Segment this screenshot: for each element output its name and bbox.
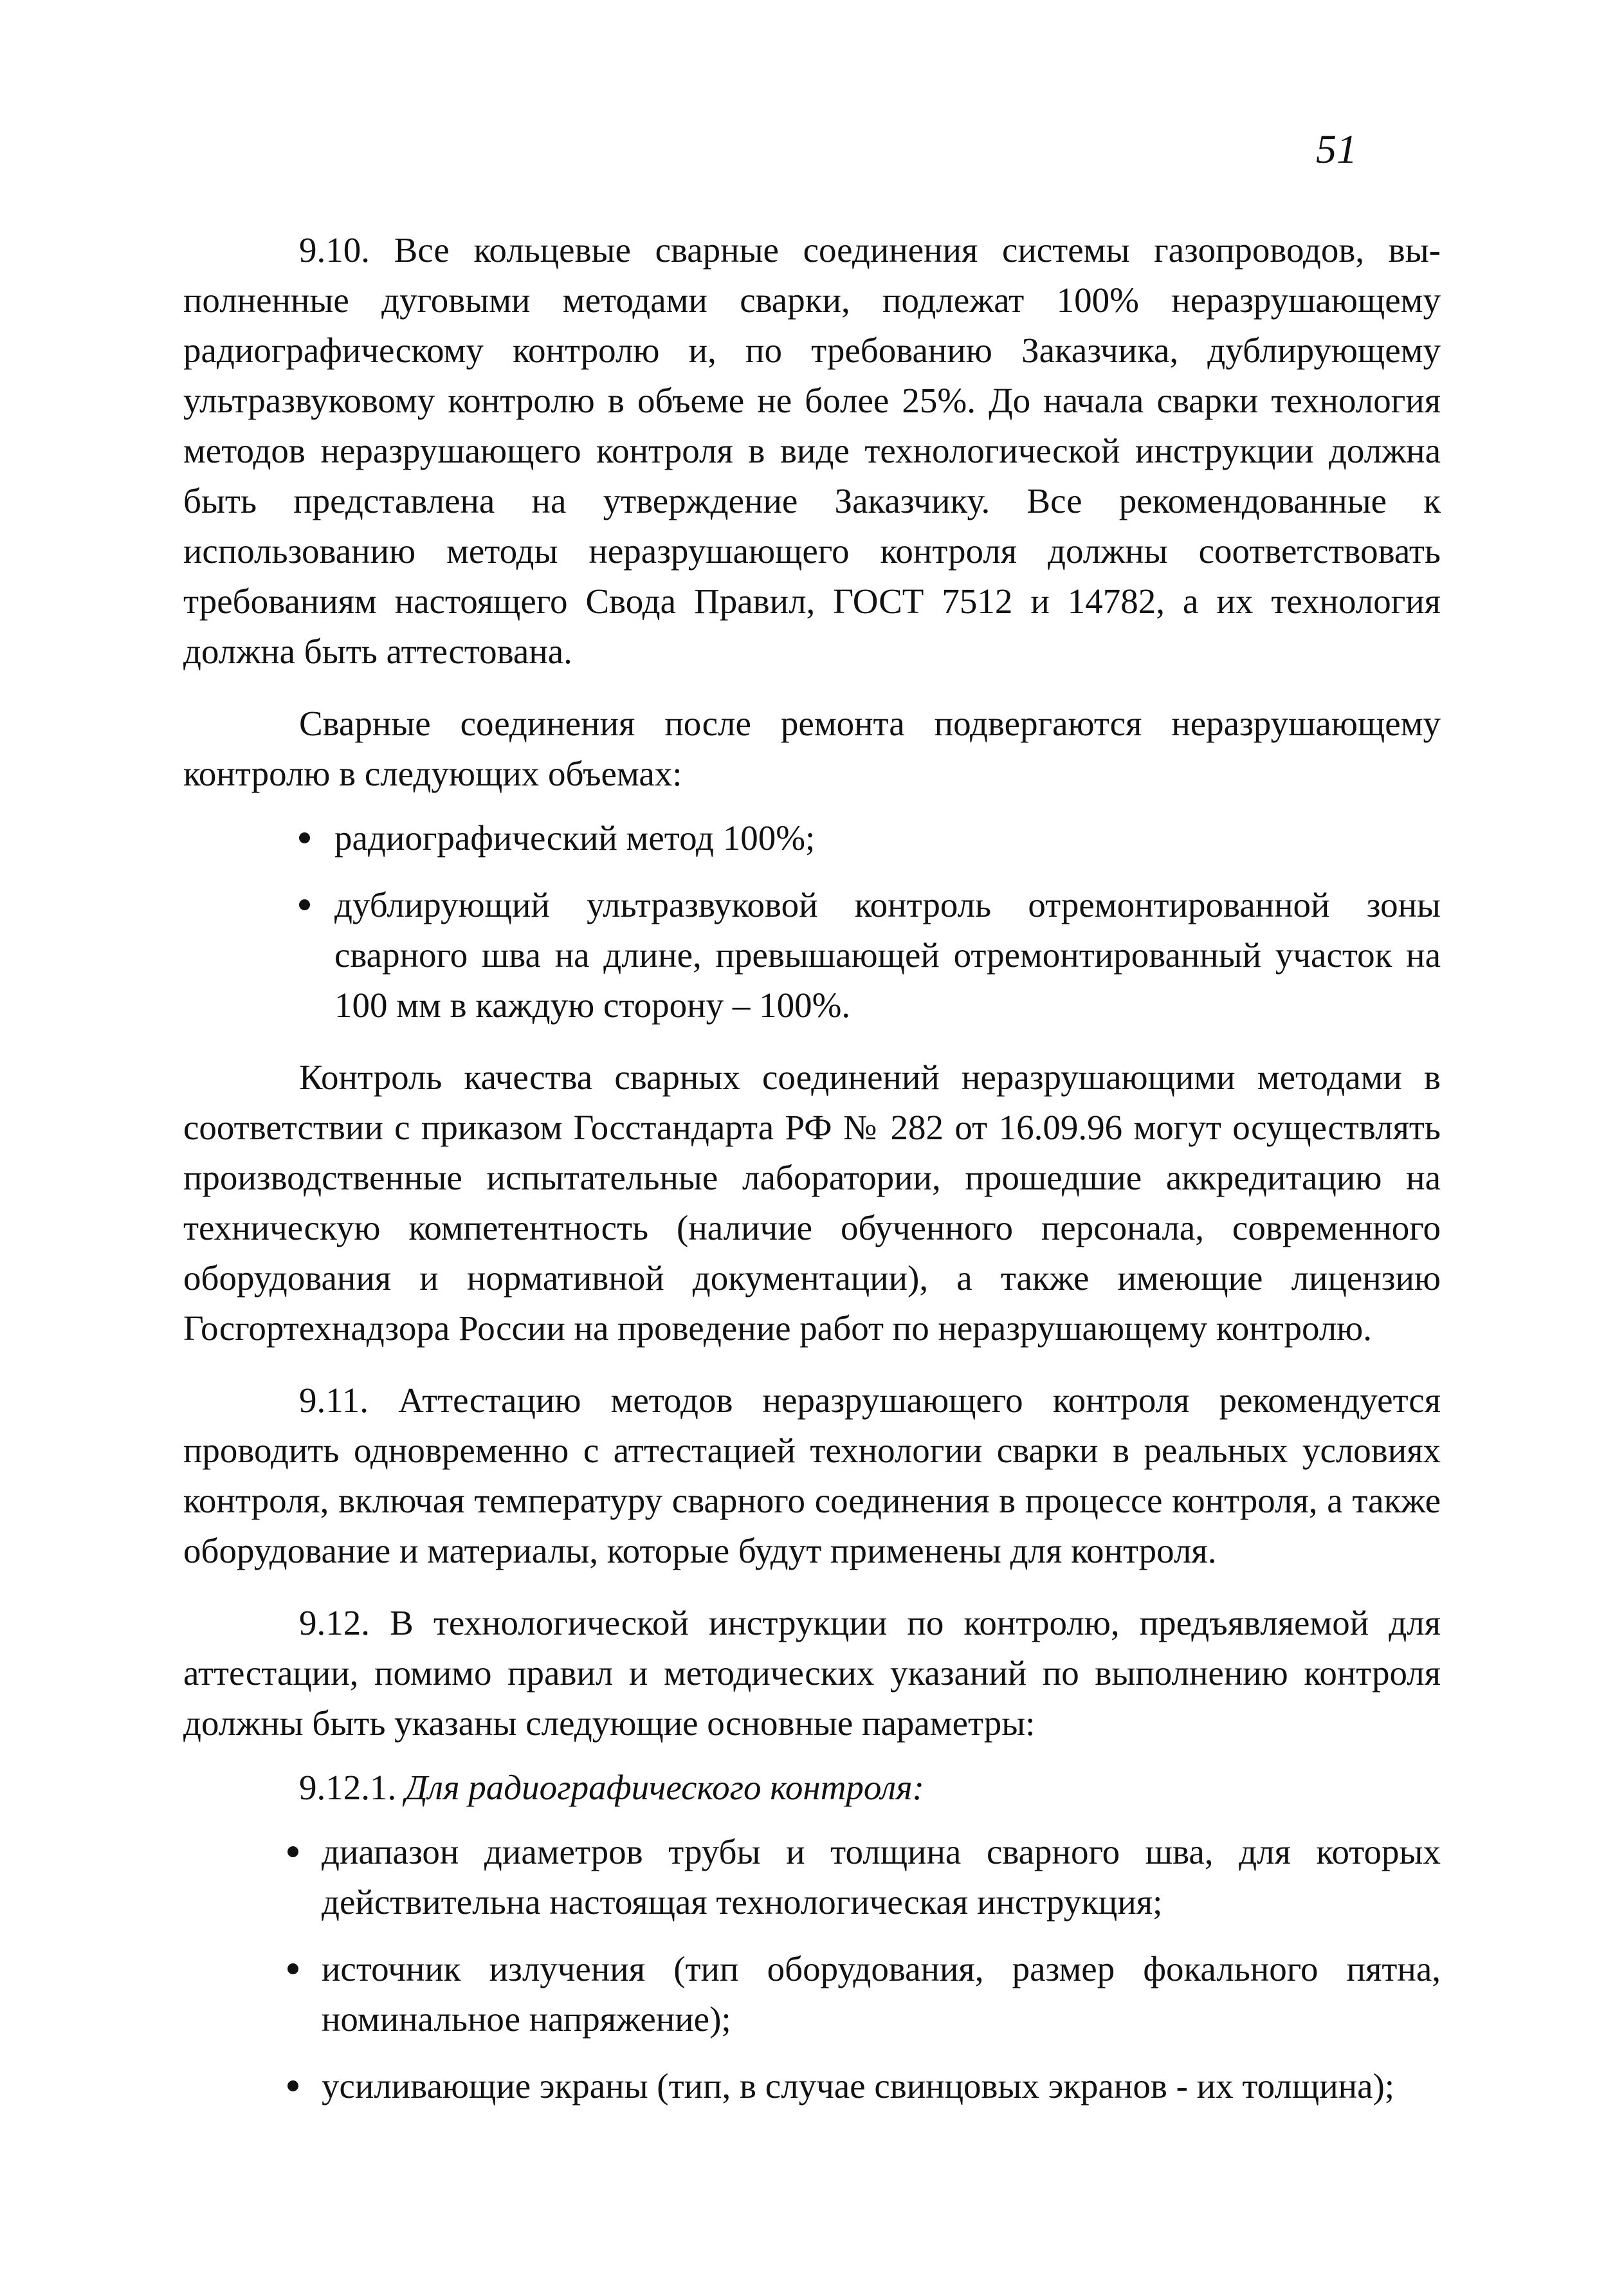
list-item: радиографический метод 100%; <box>183 813 1441 863</box>
paragraph-9-11: 9.11. Аттестацию методов неразрушающего контроля рекомендуется проводить одновременно с аттестацией технологии сварки в реальных условиях контроля, включая температуру сварного соединения в процессе контроля, а также оборудование и материалы, которые будут применены для контроля. <box>183 1381 1441 1570</box>
paragraph-9-12: 9.12. В технологической инструкции по контролю, предъявляемой для аттестации, помимо правил и методических указаний по выполнению контроля должны быть указаны следующие основные параметры: <box>183 1603 1441 1743</box>
paragraph-repair-intro: Сварные соединения после ремонта подвергаются неразрушающему контролю в следующих объемах: <box>183 704 1441 793</box>
document-body <box>183 225 1441 2133</box>
list-item: диапазон диаметров трубы и толщина сварного шва, для которых действительна настоящая технологическая инструкция; <box>183 1827 1441 1927</box>
section-number: 9.12.1. <box>299 1768 397 1807</box>
paragraph-9-12-1 <box>183 1763 1441 1813</box>
section-title: Для радиографического контроля: <box>405 1768 924 1807</box>
list-item: источник излучения (тип оборудования, размер фокального пятна, номинальное напряжение); <box>183 1944 1441 2044</box>
list-item: усиливающие экраны (тип, в случае свинцовых экранов - их толщина); <box>183 2061 1441 2111</box>
page-number: 51 <box>1316 126 1357 172</box>
repair-bullet-list <box>183 813 1441 1031</box>
paragraph-9-10: 9.10. Все кольцевые сварные соединения системы газопроводов, выполненные дуговыми методами сварки, подлежат 100% неразрушающему радиографическому контролю и, по требованию Заказчика, дублирующему ультразвуковому контролю в объеме не более 25%. До начала сварки технология методов неразрушающего контроля в виде технологической инструкции должна быть представлена на утверждение Заказчику. Все рекомендованные к использованию методы неразрушающего контроля должны соответствовать требованиям настоящего Свода Правил, ГОСТ 7512 и 14782, а их технология должна быть аттестована. <box>183 230 1441 671</box>
list-item: дублирующий ультразвуковой контроль отремонтированной зоны сварного шва на длине, превышающей отремонтированный участок на 100 мм в каждую сторону – 100%. <box>183 880 1441 1031</box>
paragraph-quality-control: Контроль качества сварных соединений неразрушающими методами в соответствии с приказом Госстандарта РФ № 282 от 16.09.96 могут осуществлять производственные испытательные лаборатории, прошедшие аккредитацию на техническую компетентность (наличие обученного персонала, современного оборудования и нормативной документации), а также имеющие лицензию Госгортехнадзора России на проведение работ по неразрушающему контролю. <box>183 1058 1441 1348</box>
radiographic-bullet-list <box>183 1827 1441 2111</box>
